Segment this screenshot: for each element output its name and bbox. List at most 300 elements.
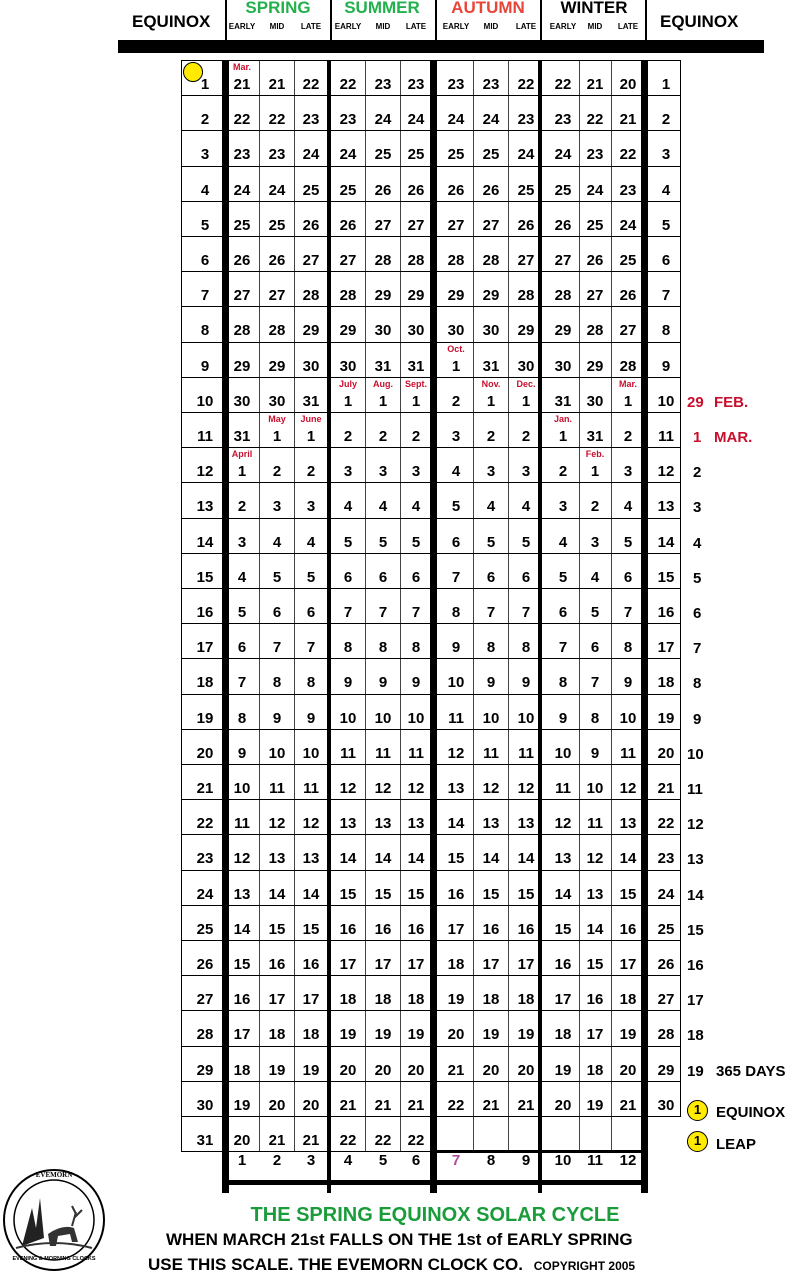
date-cell: 1 xyxy=(237,463,247,481)
date-cell: 17 xyxy=(447,920,465,938)
date-cell: 12 xyxy=(302,815,320,833)
day-number-right: 5 xyxy=(661,216,671,234)
day-number-right: 11 xyxy=(658,428,674,445)
date-cell: 15 xyxy=(302,920,320,938)
date-cell: 29 xyxy=(233,357,251,375)
date-cell: 30 xyxy=(517,357,535,375)
date-cell: 29 xyxy=(268,357,286,375)
date-cell: 22 xyxy=(302,76,320,93)
date-cell: 18 xyxy=(268,1026,286,1044)
date-cell: 8 xyxy=(451,604,461,621)
leap-day-number: 12 xyxy=(687,816,704,834)
month-label: Mar. xyxy=(232,62,251,72)
date-cell: 21 xyxy=(619,1096,637,1114)
date-cell: 24 xyxy=(339,146,357,164)
leap-day-number: 9 xyxy=(693,710,702,728)
date-cell: 12 xyxy=(554,815,572,833)
day-number: 10 xyxy=(196,392,214,410)
day-number: 1 xyxy=(200,76,210,93)
date-cell: 31 xyxy=(554,392,572,410)
date-cell: 27 xyxy=(233,287,251,305)
grid-row-line xyxy=(181,166,681,167)
date-cell: 27 xyxy=(554,252,572,269)
date-cell: 17 xyxy=(619,956,637,973)
date-cell: 15 xyxy=(339,885,357,903)
date-cell: 8 xyxy=(623,639,633,657)
date-cell: 11 xyxy=(555,780,571,797)
date-cell: 24 xyxy=(447,111,465,129)
date-cell: 8 xyxy=(306,674,316,692)
date-cell: 13 xyxy=(517,815,535,833)
leap-day-number: 4 xyxy=(693,534,702,552)
date-cell: 13 xyxy=(302,850,320,868)
date-cell: 6 xyxy=(558,604,568,621)
date-cell: 31 xyxy=(302,392,320,410)
date-cell: 13 xyxy=(407,815,425,833)
date-cell: 6 xyxy=(411,568,421,586)
date-cell: 7 xyxy=(272,639,282,657)
grid-row-line xyxy=(181,342,681,343)
date-cell: 11 xyxy=(269,780,285,797)
season-sub-label: MID xyxy=(587,22,603,31)
footer-line1: WHEN MARCH 21st FALLS ON THE 1st of EARLY SPRING xyxy=(166,1230,633,1249)
date-cell: 2 xyxy=(451,392,461,410)
date-cell: 23 xyxy=(586,146,604,164)
date-cell: 5 xyxy=(306,568,316,586)
date-cell: 17 xyxy=(302,991,320,1009)
day-number: 19 xyxy=(196,709,214,727)
date-cell: 14 xyxy=(339,850,357,868)
date-cell: 16 xyxy=(268,956,286,973)
date-cell: 4 xyxy=(486,498,496,516)
date-cell: 28 xyxy=(268,322,286,340)
grid-row-line xyxy=(181,130,681,131)
day-number: 28 xyxy=(196,1026,214,1044)
date-cell: 5 xyxy=(486,533,496,551)
date-cell: 27 xyxy=(619,322,637,340)
leap-marker-icon: 1 xyxy=(687,1131,708,1152)
day-number: 26 xyxy=(196,956,214,973)
date-cell: 27 xyxy=(407,216,425,234)
date-cell: 1 xyxy=(343,392,353,410)
date-cell: 1 xyxy=(590,463,600,481)
day-number: 31 xyxy=(196,1132,214,1149)
date-cell: 7 xyxy=(451,568,461,586)
date-cell: 5 xyxy=(590,604,600,621)
date-cell: 3 xyxy=(378,463,388,481)
day-number: 11 xyxy=(197,428,213,445)
day-number-right: 15 xyxy=(657,568,675,586)
date-cell: 22 xyxy=(339,76,357,93)
date-cell: 29 xyxy=(554,322,572,340)
date-cell: 5 xyxy=(558,568,568,586)
date-cell: 27 xyxy=(374,216,392,234)
date-cell: 23 xyxy=(517,111,535,129)
date-cell: 2 xyxy=(623,428,633,445)
date-cell: 20 xyxy=(619,1061,637,1079)
date-cell: 25 xyxy=(586,216,604,234)
date-cell: 22 xyxy=(554,76,572,93)
date-cell: 6 xyxy=(272,604,282,621)
date-cell: 26 xyxy=(482,181,500,199)
day-number-right: 1 xyxy=(661,76,671,93)
date-cell: 12 xyxy=(447,744,465,762)
date-cell: 12 xyxy=(407,780,425,797)
date-cell: 23 xyxy=(482,76,500,93)
date-cell: 20 xyxy=(374,1061,392,1079)
date-cell: 11 xyxy=(448,709,464,727)
date-cell: 2 xyxy=(343,428,353,445)
day-number-right: 28 xyxy=(657,1026,675,1044)
date-cell: 30 xyxy=(374,322,392,340)
date-cell: 10 xyxy=(517,709,535,727)
date-cell: 28 xyxy=(374,252,392,269)
date-cell: 12 xyxy=(374,780,392,797)
date-cell: 25 xyxy=(554,181,572,199)
date-cell: 15 xyxy=(554,920,572,938)
leap-day-label: 365 DAYS xyxy=(716,1062,786,1080)
date-cell: 28 xyxy=(447,252,465,269)
date-cell: 8 xyxy=(378,639,388,657)
date-cell: 3 xyxy=(623,463,633,481)
grid-row-line xyxy=(181,588,681,589)
date-cell: 25 xyxy=(517,181,535,199)
date-cell: 20 xyxy=(407,1061,425,1079)
day-number: 30 xyxy=(196,1096,214,1114)
date-cell: 25 xyxy=(407,146,425,164)
grid-row-line xyxy=(181,482,681,483)
date-cell: 9 xyxy=(590,744,600,762)
date-cell: 13 xyxy=(233,885,251,903)
date-cell: 16 xyxy=(447,885,465,903)
day-number-right: 6 xyxy=(661,252,671,269)
date-cell: 28 xyxy=(233,322,251,340)
date-cell: 9 xyxy=(558,709,568,727)
date-cell: 4 xyxy=(378,498,388,516)
date-cell: 22 xyxy=(374,1132,392,1149)
date-cell: 26 xyxy=(619,287,637,305)
header-divider xyxy=(645,0,647,42)
day-number-right: 14 xyxy=(657,533,675,551)
date-cell: 10 xyxy=(268,744,286,762)
season-header-1: SUMMER xyxy=(344,0,420,17)
day-number: 20 xyxy=(196,744,214,762)
leap-day-number: 14 xyxy=(687,886,704,904)
date-cell: 6 xyxy=(237,639,247,657)
date-cell: 28 xyxy=(517,287,535,305)
date-cell: 15 xyxy=(268,920,286,938)
date-cell: 3 xyxy=(486,463,496,481)
leap-day-number: 19 xyxy=(687,1062,704,1080)
date-cell: 29 xyxy=(339,322,357,340)
day-number-right: 9 xyxy=(661,357,671,375)
leap-day-number: 17 xyxy=(687,992,704,1010)
grid-row-line xyxy=(181,1116,681,1117)
date-cell: 12 xyxy=(586,850,604,868)
leap-day-number: 16 xyxy=(687,957,704,974)
date-cell: 28 xyxy=(554,287,572,305)
date-cell: 17 xyxy=(268,991,286,1009)
date-cell: 31 xyxy=(586,428,604,445)
date-cell: 29 xyxy=(482,287,500,305)
date-cell: 5 xyxy=(411,533,421,551)
grid-row-line xyxy=(181,553,681,554)
cycle-number: 10 xyxy=(554,1152,572,1169)
date-cell: 24 xyxy=(268,181,286,199)
season-sub-label: MID xyxy=(375,22,391,31)
date-cell: 17 xyxy=(339,956,357,973)
leap-day-number: 6 xyxy=(693,605,702,622)
date-cell: 23 xyxy=(339,111,357,129)
date-cell: 6 xyxy=(623,568,633,586)
day-number-right: 8 xyxy=(661,322,671,340)
grid-row-line xyxy=(181,377,681,378)
season-header-0: SPRING xyxy=(245,0,311,17)
date-cell: 25 xyxy=(374,146,392,164)
date-cell: 24 xyxy=(517,146,535,164)
date-cell: 24 xyxy=(482,111,500,129)
leap-day-number: 1 xyxy=(693,429,702,446)
grid-row-line xyxy=(181,870,681,871)
date-cell: 14 xyxy=(374,850,392,868)
date-cell: 16 xyxy=(302,956,320,973)
leap-day-number: 29 xyxy=(687,393,704,411)
footer-line2 xyxy=(148,1255,635,1275)
leap-day-number: 5 xyxy=(693,569,702,587)
date-cell: 17 xyxy=(374,956,392,973)
date-cell: 18 xyxy=(339,991,357,1009)
day-number: 18 xyxy=(196,674,214,692)
season-sub-label: LATE xyxy=(617,22,639,31)
date-cell: 25 xyxy=(268,216,286,234)
date-cell: 21 xyxy=(268,1132,286,1149)
date-cell: 7 xyxy=(521,604,531,621)
season-sub-label: LATE xyxy=(405,22,427,31)
date-cell: 30 xyxy=(233,392,251,410)
day-number-right: 22 xyxy=(657,815,675,833)
day-number: 15 xyxy=(196,568,214,586)
date-cell: 8 xyxy=(558,674,568,692)
date-cell: 14 xyxy=(554,885,572,903)
date-cell: 15 xyxy=(619,885,637,903)
leap-day-number: 2 xyxy=(693,464,702,482)
date-cell: 24 xyxy=(233,181,251,199)
date-cell: 4 xyxy=(623,498,633,516)
date-cell: 22 xyxy=(233,111,251,129)
date-cell: 29 xyxy=(447,287,465,305)
date-cell: 10 xyxy=(233,780,251,797)
cycle-number: 4 xyxy=(343,1152,353,1169)
day-number-right: 18 xyxy=(657,674,675,692)
day-number-right: 7 xyxy=(661,287,671,305)
date-cell: 8 xyxy=(237,709,247,727)
date-cell: 3 xyxy=(237,533,247,551)
date-cell: 24 xyxy=(619,216,637,234)
date-cell: 4 xyxy=(521,498,531,516)
date-cell: 19 xyxy=(302,1061,320,1079)
date-cell: 18 xyxy=(619,991,637,1009)
date-cell: 12 xyxy=(482,780,500,797)
date-cell: 22 xyxy=(339,1132,357,1149)
grid-row-line xyxy=(181,1046,681,1047)
cycle-number: 5 xyxy=(378,1152,388,1169)
date-cell: 1 xyxy=(378,392,388,410)
month-label: Dec. xyxy=(516,378,536,389)
date-cell: 28 xyxy=(407,252,425,269)
month-label: Nov. xyxy=(481,378,501,389)
date-cell: 2 xyxy=(521,428,531,445)
date-cell: 5 xyxy=(623,533,633,551)
grid-row-line xyxy=(181,940,681,941)
grid-row-line xyxy=(181,236,681,237)
date-cell: 29 xyxy=(517,322,535,340)
date-cell: 22 xyxy=(517,76,535,93)
date-cell: 26 xyxy=(268,252,286,269)
date-cell: 18 xyxy=(586,1061,604,1079)
date-cell: 6 xyxy=(343,568,353,586)
date-cell: 9 xyxy=(411,674,421,692)
date-cell: 30 xyxy=(407,322,425,340)
leap-day-number: 15 xyxy=(687,921,704,939)
date-cell: 13 xyxy=(482,815,500,833)
date-cell: 30 xyxy=(302,357,320,375)
date-cell: 10 xyxy=(339,709,357,727)
date-cell: 14 xyxy=(482,850,500,868)
date-cell: 26 xyxy=(586,252,604,269)
grid-bottom-bar xyxy=(222,1180,648,1185)
day-number-right: 17 xyxy=(657,639,675,657)
date-cell: 11 xyxy=(408,744,424,762)
grid-row-line xyxy=(181,905,681,906)
date-cell: 1 xyxy=(486,392,496,410)
date-cell: 9 xyxy=(272,709,282,727)
date-cell: 31 xyxy=(374,357,392,375)
date-cell: 23 xyxy=(233,146,251,164)
day-number-right: 10 xyxy=(657,392,675,410)
date-cell: 10 xyxy=(619,709,637,727)
leap-day-number: 7 xyxy=(693,640,702,658)
date-cell: 2 xyxy=(306,463,316,481)
date-cell: 7 xyxy=(486,604,496,621)
date-cell: 16 xyxy=(586,991,604,1009)
date-cell: 28 xyxy=(586,322,604,340)
date-cell: 4 xyxy=(272,533,282,551)
date-cell: 23 xyxy=(619,181,637,199)
date-cell: 18 xyxy=(554,1026,572,1044)
date-cell: 17 xyxy=(482,956,500,973)
date-cell: 24 xyxy=(407,111,425,129)
date-cell: 20 xyxy=(233,1132,251,1149)
date-cell: 29 xyxy=(302,322,320,340)
day-number-right: 24 xyxy=(657,885,675,903)
cycle-number: 7 xyxy=(451,1152,461,1169)
day-number: 29 xyxy=(196,1061,214,1079)
date-cell: 16 xyxy=(374,920,392,938)
logo-top-text: EVEMORN xyxy=(35,1171,73,1179)
date-cell: 28 xyxy=(339,287,357,305)
date-cell: 3 xyxy=(558,498,568,516)
date-cell: 9 xyxy=(237,744,247,762)
date-cell: 4 xyxy=(411,498,421,516)
date-cell: 13 xyxy=(339,815,357,833)
date-cell: 10 xyxy=(407,709,425,727)
date-cell: 14 xyxy=(407,850,425,868)
date-cell: 14 xyxy=(619,850,637,868)
date-cell: 24 xyxy=(302,146,320,164)
date-cell: 7 xyxy=(411,604,421,621)
day-number: 16 xyxy=(196,604,214,621)
month-label: July xyxy=(338,378,357,389)
cycle-number: 1 xyxy=(237,1152,247,1169)
date-cell: 12 xyxy=(517,780,535,797)
date-cell: 1 xyxy=(451,357,461,375)
date-cell: 7 xyxy=(558,639,568,657)
date-cell: 21 xyxy=(407,1096,425,1114)
grid-row-line xyxy=(181,1010,681,1011)
day-number: 8 xyxy=(200,322,210,340)
month-label: May xyxy=(268,414,286,424)
date-cell: 25 xyxy=(447,146,465,164)
date-cell: 1 xyxy=(306,428,316,445)
date-cell: 24 xyxy=(586,181,604,199)
date-cell: 19 xyxy=(586,1096,604,1114)
date-cell: 8 xyxy=(272,674,282,692)
cycle-number: 11 xyxy=(587,1152,603,1169)
date-cell: 30 xyxy=(554,357,572,375)
date-cell: 19 xyxy=(619,1026,637,1044)
footer-title: THE SPRING EQUINOX SOLAR CYCLE xyxy=(250,1204,620,1226)
date-cell: 17 xyxy=(554,991,572,1009)
date-cell: 24 xyxy=(554,146,572,164)
day-number-right: 27 xyxy=(657,991,675,1009)
date-cell: 16 xyxy=(407,920,425,938)
date-cell: 20 xyxy=(339,1061,357,1079)
date-cell: 21 xyxy=(447,1061,465,1079)
date-cell: 7 xyxy=(306,639,316,657)
date-cell: 15 xyxy=(482,885,500,903)
date-cell: 3 xyxy=(272,498,282,516)
date-cell: 6 xyxy=(451,533,461,551)
date-cell: 18 xyxy=(374,991,392,1009)
date-cell: 26 xyxy=(447,181,465,199)
footer-copyright: COPYRIGHT 2005 xyxy=(533,1259,636,1273)
date-cell: 16 xyxy=(482,920,500,938)
day-number-right: 20 xyxy=(657,744,675,762)
date-cell: 22 xyxy=(619,146,637,164)
grid-row-line xyxy=(181,447,681,448)
legend-leap-label: LEAP xyxy=(716,1136,757,1153)
grid-row-line xyxy=(181,518,681,519)
date-cell: 18 xyxy=(407,991,425,1009)
date-cell: 31 xyxy=(482,357,500,375)
date-cell: 2 xyxy=(558,463,568,481)
date-cell: 19 xyxy=(517,1026,535,1044)
date-cell: 13 xyxy=(268,850,286,868)
date-cell: 22 xyxy=(447,1096,465,1114)
season-sub-label: EARLY xyxy=(549,22,577,31)
date-cell: 9 xyxy=(378,674,388,692)
date-cell: 25 xyxy=(339,181,357,199)
date-cell: 8 xyxy=(590,709,600,727)
grid-row-line xyxy=(181,799,681,800)
month-label: April xyxy=(231,449,253,460)
date-cell: 19 xyxy=(554,1061,572,1079)
header-divider xyxy=(435,0,437,42)
date-cell: 2 xyxy=(378,428,388,445)
leap-day-number: 13 xyxy=(687,851,704,869)
date-cell: 12 xyxy=(233,850,251,868)
date-cell: 5 xyxy=(451,498,461,516)
